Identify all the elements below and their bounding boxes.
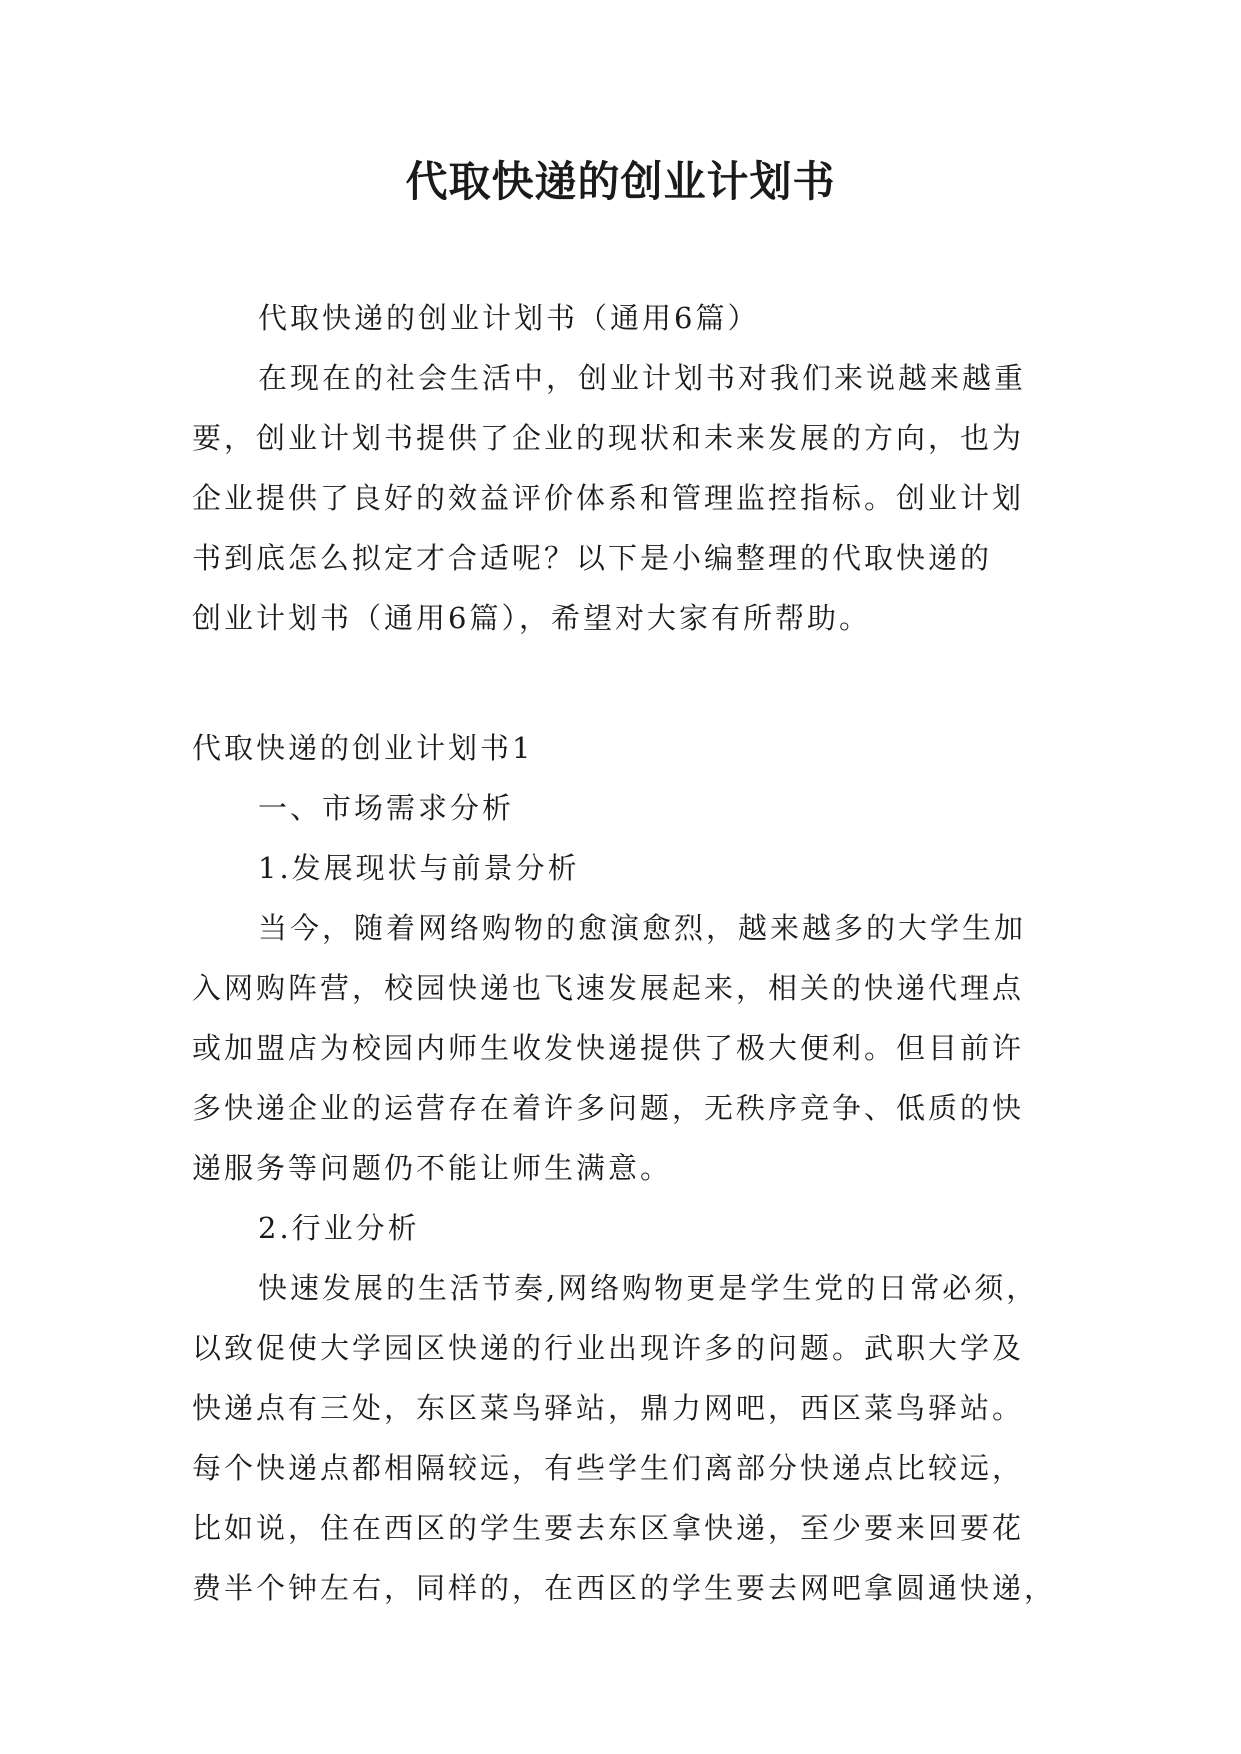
- section-heading: 代取快递的创业计划书1: [192, 731, 534, 765]
- section-spacer: [192, 648, 1060, 718]
- paragraph-line: 企业提供了良好的效益评价体系和管理监控指标。创业计划: [192, 481, 1025, 515]
- paragraph-line: 要，创业计划书提供了企业的现状和未来发展的方向，也为: [192, 421, 1025, 455]
- paragraph-line: 书到底怎么拟定才合适呢？以下是小编整理的代取快递的: [192, 541, 993, 575]
- paragraph-line: 递服务等问题仍不能让师生满意。: [192, 1151, 673, 1185]
- paragraph-line: 快递点有三处，东区菜鸟驿站，鼎力网吧，西区菜鸟驿站。: [192, 1391, 1025, 1425]
- paragraph-line: 或加盟店为校园内师生收发快递提供了极大便利。但目前许: [192, 1031, 1025, 1065]
- paragraph-line: 费半个钟左右，同样的，在西区的学生要去网吧拿圆通快递，: [192, 1571, 1057, 1605]
- subheading-industry-analysis: 2.行业分析: [258, 1211, 420, 1245]
- paragraph-industry: [192, 1258, 1060, 1618]
- paragraph-line: 创业计划书（通用6篇），希望对大家有所帮助。: [192, 601, 871, 635]
- paragraph-line: 多快递企业的运营存在着许多问题，无秩序竞争、低质的快: [192, 1091, 1025, 1125]
- paragraph-line: 快速发展的生活节奏,网络购物更是学生党的日常必须，: [258, 1271, 1039, 1305]
- paragraph-line: 在现在的社会生活中，创业计划书对我们来说越来越重: [258, 361, 1027, 395]
- paragraph-line: 以致促使大学园区快递的行业出现许多的问题。武职大学及: [192, 1331, 1025, 1365]
- paragraph-line: 每个快递点都相隔较远，有些学生们离部分快递点比较远，: [192, 1451, 1025, 1485]
- paragraph-line: 入网购阵营，校园快递也飞速发展起来，相关的快递代理点: [192, 971, 1025, 1005]
- paragraph-line: 当今，随着网络购物的愈演愈烈，越来越多的大学生加: [258, 911, 1027, 945]
- document-body: [192, 288, 1060, 1618]
- subtitle: 代取快递的创业计划书（通用6篇）: [258, 301, 760, 335]
- document-title: 代取快递的创业计划书: [405, 157, 836, 206]
- intro-paragraph: [192, 348, 1060, 648]
- paragraph-status: [192, 898, 1060, 1198]
- subheading-status-outlook: 1.发展现状与前景分析: [258, 851, 580, 885]
- paragraph-line: 比如说，住在西区的学生要去东区拿快递，至少要来回要花: [192, 1511, 1025, 1545]
- subheading-market-analysis: 一、市场需求分析: [258, 791, 515, 825]
